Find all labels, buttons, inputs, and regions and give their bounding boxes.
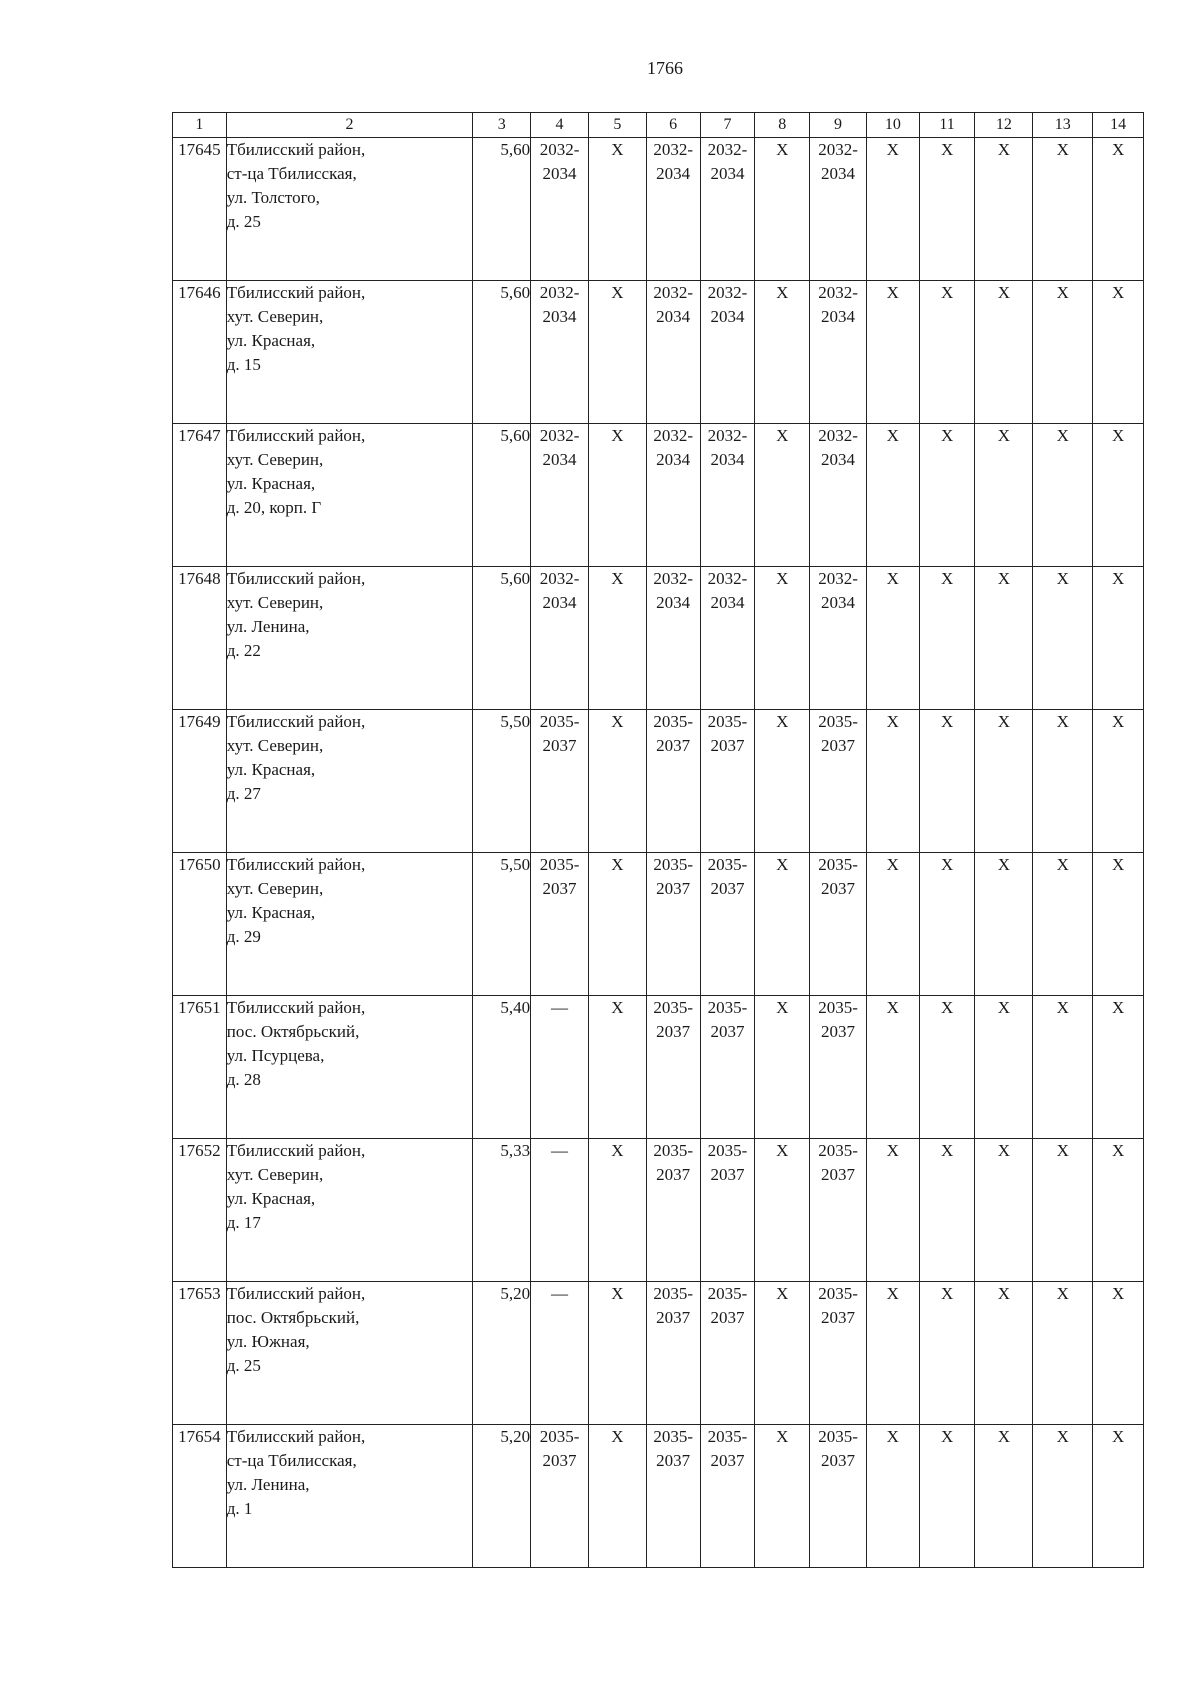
cell-line: ул. Красная, [226,474,316,493]
period-cell [700,281,755,424]
cell-line: 2032- [707,426,748,445]
value-cell: 5,60 [473,138,531,281]
header-row [173,113,1144,138]
cell-line: 2032- [539,140,580,159]
cell-line: 2032- [818,426,858,445]
x-mark-cell: Х [866,710,919,853]
cell-line: 2035- [818,998,858,1017]
cell-line: 2032- [818,140,858,159]
period-cell [810,1139,867,1282]
cell-line: 2035- [539,1427,580,1446]
period-cell [810,853,867,996]
cell-line: 2034 [710,593,745,612]
cell-line: 2032- [707,283,748,302]
x-mark-cell: Х [1033,1282,1093,1425]
x-mark-cell: Х [1093,996,1144,1139]
x-mark-cell: Х [975,710,1033,853]
x-mark-cell: Х [1033,424,1093,567]
x-mark-cell: Х [588,138,646,281]
cell-line: — [551,998,569,1017]
table-row [173,996,1144,1139]
period-cell [700,710,755,853]
period-cell [646,424,700,567]
address-cell [226,853,473,996]
cell-line: 2035- [818,1284,858,1303]
period-cell [700,138,755,281]
cell-line: 2034 [542,450,577,469]
x-mark-cell: Х [588,424,646,567]
period-cell [531,424,589,567]
cell-line: хут. Северин, [226,450,324,469]
register-table [172,112,1144,1568]
cell-line: 2037 [821,736,856,755]
table-row [173,424,1144,567]
period-cell [810,424,867,567]
x-mark-cell: Х [866,138,919,281]
period-cell [810,567,867,710]
cell-line: 2037 [710,736,745,755]
x-mark-cell: Х [919,1282,975,1425]
cell-line: 2032- [818,569,858,588]
address-cell [226,996,473,1139]
x-mark-cell: Х [588,281,646,424]
cell-line: 2037 [821,1165,856,1184]
cell-line: 2035- [818,1141,858,1160]
table-row [173,1425,1144,1568]
x-mark-cell: Х [866,567,919,710]
period-cell [531,710,589,853]
cell-line: ул. Псурцева, [226,1046,325,1065]
cell-line: 2034 [821,307,856,326]
cell-line: 2037 [656,879,691,898]
x-mark-cell: Х [919,1139,975,1282]
cell-line: 2034 [656,450,691,469]
x-mark-cell: Х [755,138,810,281]
cell-line: 2037 [821,1022,856,1041]
cell-line: 2034 [656,307,691,326]
cell-line: д. 29 [226,927,261,946]
row-number: 17647 [173,424,227,567]
table-row [173,567,1144,710]
x-mark-cell: Х [1093,1139,1144,1282]
period-cell [646,1425,700,1568]
column-header-6: 6 [646,113,700,138]
column-header-7: 7 [700,113,755,138]
value-cell: 5,60 [473,567,531,710]
period-cell [810,1425,867,1568]
period-cell [531,1282,589,1425]
period-cell [531,1425,589,1568]
cell-line: д. 22 [226,641,261,660]
cell-line: хут. Северин, [226,736,324,755]
cell-line: Тбилисский район, [226,1141,366,1160]
cell-line: 2032- [707,569,748,588]
cell-line: 2035- [818,712,858,731]
x-mark-cell: Х [1093,281,1144,424]
period-cell [646,1139,700,1282]
cell-line: д. 20, корп. Г [226,498,322,517]
cell-line: 2034 [710,164,745,183]
x-mark-cell: Х [866,1139,919,1282]
cell-line: 2035- [653,1284,694,1303]
row-number: 17653 [173,1282,227,1425]
period-cell [531,138,589,281]
x-mark-cell: Х [1033,138,1093,281]
cell-line: ст-ца Тбилисская, [226,1451,357,1470]
period-cell [531,567,589,710]
x-mark-cell: Х [919,1425,975,1568]
cell-line: 2034 [821,593,856,612]
period-cell [646,138,700,281]
cell-line: ул. Ленина, [226,617,310,636]
row-number: 17652 [173,1139,227,1282]
period-cell [810,138,867,281]
cell-line: д. 28 [226,1070,261,1089]
cell-line: 2037 [656,736,691,755]
period-cell [810,281,867,424]
cell-line: 2032- [653,426,694,445]
cell-line: 2037 [710,1308,745,1327]
cell-line: 2034 [542,593,577,612]
x-mark-cell: Х [919,853,975,996]
register-table-container [172,112,1144,1568]
x-mark-cell: Х [755,710,810,853]
cell-line: 2032- [707,140,748,159]
cell-line: 2034 [656,593,691,612]
x-mark-cell: Х [975,281,1033,424]
cell-line: Тбилисский район, [226,855,366,874]
value-cell: 5,33 [473,1139,531,1282]
cell-line: 2035- [818,1427,858,1446]
x-mark-cell: Х [1093,138,1144,281]
x-mark-cell: Х [755,281,810,424]
cell-line: 2035- [707,1141,748,1160]
period-cell [646,281,700,424]
cell-line: Тбилисский район, [226,712,366,731]
value-cell: 5,20 [473,1282,531,1425]
cell-line: ул. Красная, [226,1189,316,1208]
period-cell [700,1425,755,1568]
cell-line: 2035- [653,1427,694,1446]
cell-line: 2037 [656,1451,691,1470]
period-cell [646,710,700,853]
table-row [173,710,1144,853]
x-mark-cell: Х [1033,281,1093,424]
cell-line: 2034 [821,164,856,183]
cell-line: ул. Ленина, [226,1475,310,1494]
x-mark-cell: Х [919,138,975,281]
x-mark-cell: Х [975,996,1033,1139]
period-cell [646,567,700,710]
x-mark-cell: Х [975,424,1033,567]
cell-line: 2034 [821,450,856,469]
cell-line: д. 25 [226,212,261,231]
x-mark-cell: Х [1033,1139,1093,1282]
cell-line: 2034 [710,307,745,326]
x-mark-cell: Х [975,853,1033,996]
row-number: 17650 [173,853,227,996]
cell-line: д. 1 [226,1499,253,1518]
x-mark-cell: Х [755,567,810,710]
x-mark-cell: Х [755,424,810,567]
table-row [173,1139,1144,1282]
cell-line: 2037 [542,736,577,755]
cell-line: 2035- [539,855,580,874]
table-row [173,1282,1144,1425]
address-cell [226,1282,473,1425]
period-cell [646,853,700,996]
x-mark-cell: Х [975,567,1033,710]
page-number: 1766 [647,58,683,78]
cell-line: 2032- [818,283,858,302]
column-header-8: 8 [755,113,810,138]
value-cell: 5,50 [473,853,531,996]
x-mark-cell: Х [975,138,1033,281]
x-mark-cell: Х [1093,424,1144,567]
column-header-2: 2 [226,113,473,138]
cell-line: д. 25 [226,1356,261,1375]
cell-line: 2037 [542,879,577,898]
row-number: 17651 [173,996,227,1139]
x-mark-cell: Х [755,1282,810,1425]
x-mark-cell: Х [1093,853,1144,996]
x-mark-cell: Х [1093,1282,1144,1425]
period-cell [531,281,589,424]
column-header-11: 11 [919,113,975,138]
cell-line: Тбилисский район, [226,140,366,159]
cell-line: хут. Северин, [226,307,324,326]
cell-line: Тбилисский район, [226,998,366,1017]
cell-line: Тбилисский район, [226,1427,366,1446]
cell-line: 2032- [653,140,694,159]
cell-line: 2032- [539,283,580,302]
x-mark-cell: Х [755,1425,810,1568]
cell-line: 2034 [542,164,577,183]
address-cell [226,1139,473,1282]
x-mark-cell: Х [1033,996,1093,1139]
cell-line: 2037 [542,1451,577,1470]
cell-line: д. 27 [226,784,261,803]
period-cell [646,1282,700,1425]
cell-line: 2035- [818,855,858,874]
period-cell [810,1282,867,1425]
address-cell [226,1425,473,1568]
x-mark-cell: Х [588,996,646,1139]
period-cell [810,710,867,853]
x-mark-cell: Х [866,424,919,567]
x-mark-cell: Х [919,281,975,424]
table-row [173,281,1144,424]
period-cell [531,996,589,1139]
x-mark-cell: Х [866,1425,919,1568]
cell-line: д. 15 [226,355,261,374]
cell-line: ст-ца Тбилисская, [226,164,357,183]
table-row [173,853,1144,996]
cell-line: ул. Красная, [226,760,316,779]
cell-line: 2035- [707,855,748,874]
column-header-5: 5 [588,113,646,138]
column-header-10: 10 [866,113,919,138]
x-mark-cell: Х [866,996,919,1139]
cell-line: 2037 [710,1451,745,1470]
cell-line: хут. Северин, [226,879,324,898]
cell-line: 2037 [821,879,856,898]
table-row [173,138,1144,281]
x-mark-cell: Х [919,996,975,1139]
x-mark-cell: Х [1033,710,1093,853]
cell-line: Тбилисский район, [226,426,366,445]
x-mark-cell: Х [919,710,975,853]
period-cell [700,1139,755,1282]
cell-line: 2034 [710,450,745,469]
cell-line: 2035- [653,1141,694,1160]
column-header-12: 12 [975,113,1033,138]
row-number: 17654 [173,1425,227,1568]
address-cell [226,567,473,710]
cell-line: ул. Красная, [226,903,316,922]
column-header-4: 4 [531,113,589,138]
x-mark-cell: Х [1093,1425,1144,1568]
period-cell [646,996,700,1139]
period-cell [810,996,867,1139]
period-cell [700,1282,755,1425]
x-mark-cell: Х [866,281,919,424]
cell-line: 2035- [653,712,694,731]
value-cell: 5,40 [473,996,531,1139]
value-cell: 5,50 [473,710,531,853]
column-header-13: 13 [1033,113,1093,138]
address-cell [226,138,473,281]
cell-line: 2032- [653,569,694,588]
period-cell [700,853,755,996]
cell-line: хут. Северин, [226,593,324,612]
cell-line: ул. Южная, [226,1332,310,1351]
cell-line: 2035- [653,855,694,874]
row-number: 17646 [173,281,227,424]
period-cell [531,853,589,996]
cell-line: 2037 [656,1022,691,1041]
cell-line: 2035- [707,1284,748,1303]
cell-line: 2034 [656,164,691,183]
cell-line: 2032- [653,283,694,302]
period-cell [531,1139,589,1282]
address-cell [226,710,473,853]
cell-line: Тбилисский район, [226,1284,366,1303]
cell-line: 2035- [653,998,694,1017]
x-mark-cell: Х [975,1139,1033,1282]
x-mark-cell: Х [975,1425,1033,1568]
period-cell [700,567,755,710]
x-mark-cell: Х [588,1282,646,1425]
x-mark-cell: Х [1093,567,1144,710]
value-cell: 5,60 [473,281,531,424]
address-cell [226,281,473,424]
cell-line: 2037 [656,1165,691,1184]
x-mark-cell: Х [755,996,810,1139]
cell-line: ул. Красная, [226,331,316,350]
x-mark-cell: Х [1093,710,1144,853]
cell-line: пос. Октябрьский, [226,1308,360,1327]
cell-line: 2035- [707,712,748,731]
cell-line: пос. Октябрьский, [226,1022,360,1041]
x-mark-cell: Х [919,424,975,567]
x-mark-cell: Х [866,1282,919,1425]
cell-line: — [551,1141,569,1160]
cell-line: 2037 [821,1451,856,1470]
cell-line: ул. Толстого, [226,188,320,207]
value-cell: 5,60 [473,424,531,567]
x-mark-cell: Х [755,853,810,996]
row-number: 17648 [173,567,227,710]
cell-line: — [551,1284,569,1303]
cell-line: 2035- [707,998,748,1017]
cell-line: 2035- [707,1427,748,1446]
x-mark-cell: Х [588,1425,646,1568]
x-mark-cell: Х [1033,567,1093,710]
period-cell [700,996,755,1139]
cell-line: 2037 [656,1308,691,1327]
x-mark-cell: Х [755,1139,810,1282]
column-header-9: 9 [810,113,867,138]
cell-line: д. 17 [226,1213,261,1232]
cell-line: 2037 [821,1308,856,1327]
x-mark-cell: Х [588,1139,646,1282]
column-header-3: 3 [473,113,531,138]
cell-line: 2032- [539,569,580,588]
cell-line: 2037 [710,879,745,898]
cell-line: Тбилисский район, [226,283,366,302]
cell-line: 2037 [710,1022,745,1041]
cell-line: 2037 [710,1165,745,1184]
column-header-14: 14 [1093,113,1144,138]
x-mark-cell: Х [1033,1425,1093,1568]
x-mark-cell: Х [1033,853,1093,996]
cell-line: хут. Северин, [226,1165,324,1184]
value-cell: 5,20 [473,1425,531,1568]
row-number: 17649 [173,710,227,853]
cell-line: 2034 [542,307,577,326]
x-mark-cell: Х [866,853,919,996]
x-mark-cell: Х [975,1282,1033,1425]
period-cell [700,424,755,567]
x-mark-cell: Х [588,710,646,853]
row-number: 17645 [173,138,227,281]
cell-line: 2032- [539,426,580,445]
x-mark-cell: Х [919,567,975,710]
column-header-1: 1 [173,113,227,138]
cell-line: Тбилисский район, [226,569,366,588]
table-body [173,113,1144,1568]
x-mark-cell: Х [588,567,646,710]
cell-line: 2035- [539,712,580,731]
x-mark-cell: Х [588,853,646,996]
address-cell [226,424,473,567]
